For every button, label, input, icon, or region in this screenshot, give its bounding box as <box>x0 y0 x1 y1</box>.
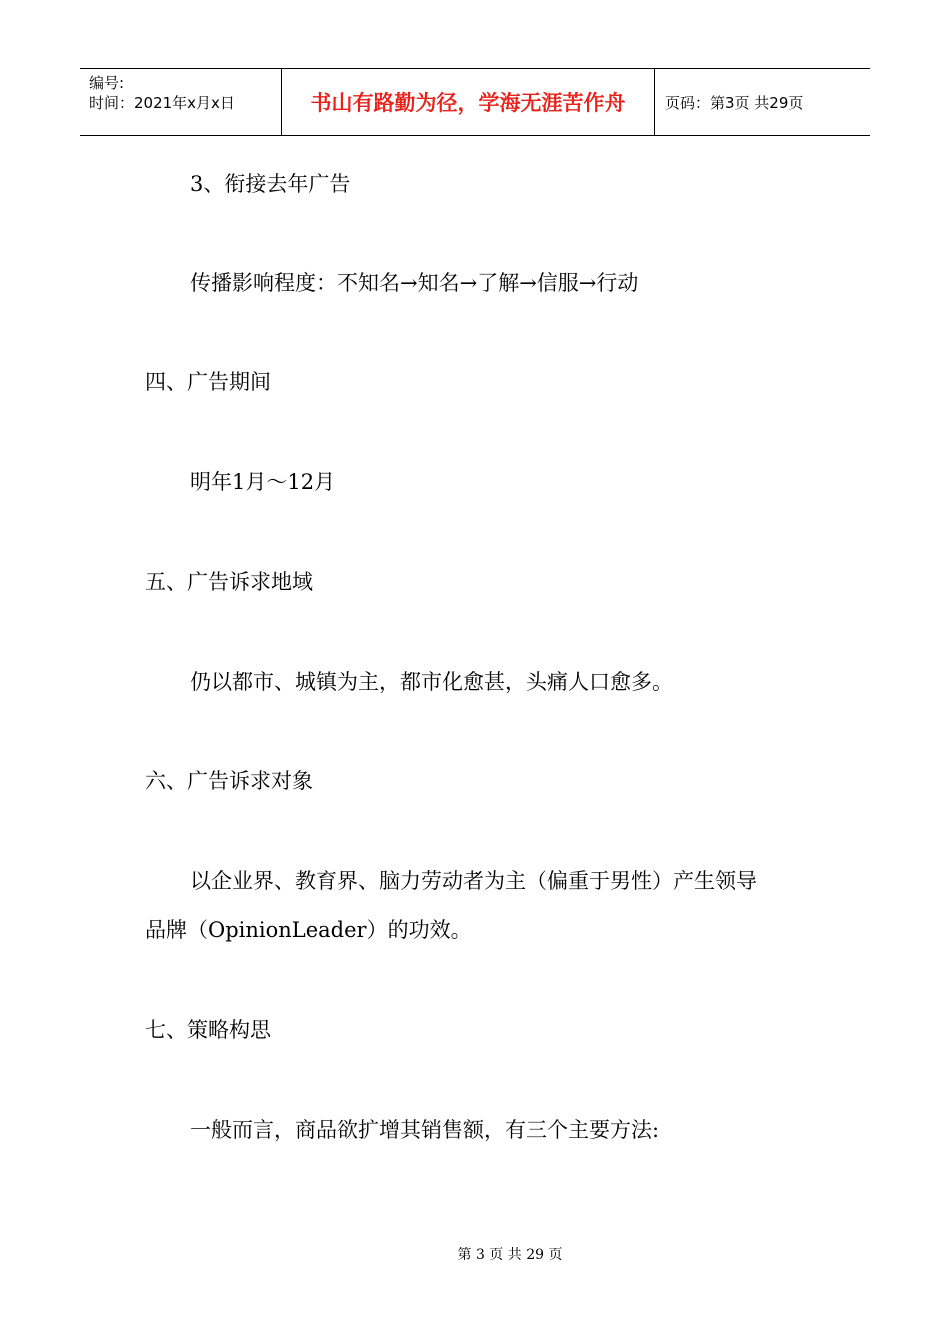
document-number-label: 编号: <box>89 74 125 92</box>
header-page-info: 页码：第3页 共29页 <box>665 93 804 112</box>
section-heading: 六、广告诉求对象 <box>145 769 313 793</box>
paragraph-line: 一般而言，商品欲扩增其销售额，有三个主要方法: <box>190 1118 660 1142</box>
page-header <box>80 68 870 136</box>
page-footer: 第 3 页 共 29 页 <box>457 1247 563 1263</box>
paragraph-line: 仍以都市、城镇为主，都市化愈甚，头痛人口愈多。 <box>190 670 673 694</box>
paragraph-line: 明年1月～12月 <box>190 470 336 494</box>
document-time-label: 时间：2021年x月x日 <box>89 94 235 112</box>
paragraph-line: 3、衔接去年广告 <box>190 172 351 196</box>
section-heading: 四、广告期间 <box>145 370 271 394</box>
header-meta <box>80 69 282 135</box>
paragraph-line: 以企业界、教育界、脑力劳动者为主（偏重于男性）产生领导 <box>190 869 757 893</box>
paragraph-line: 传播影响程度：不知名→知名→了解→信服→行动 <box>190 271 639 295</box>
paragraph-line: 品牌（OpinionLeader）的功效。 <box>145 918 472 942</box>
header-motto: 书山有路勤为径，学海无涯苦作舟 <box>282 69 655 135</box>
section-heading: 五、广告诉求地域 <box>145 570 313 594</box>
section-heading: 七、策略构思 <box>145 1018 271 1042</box>
